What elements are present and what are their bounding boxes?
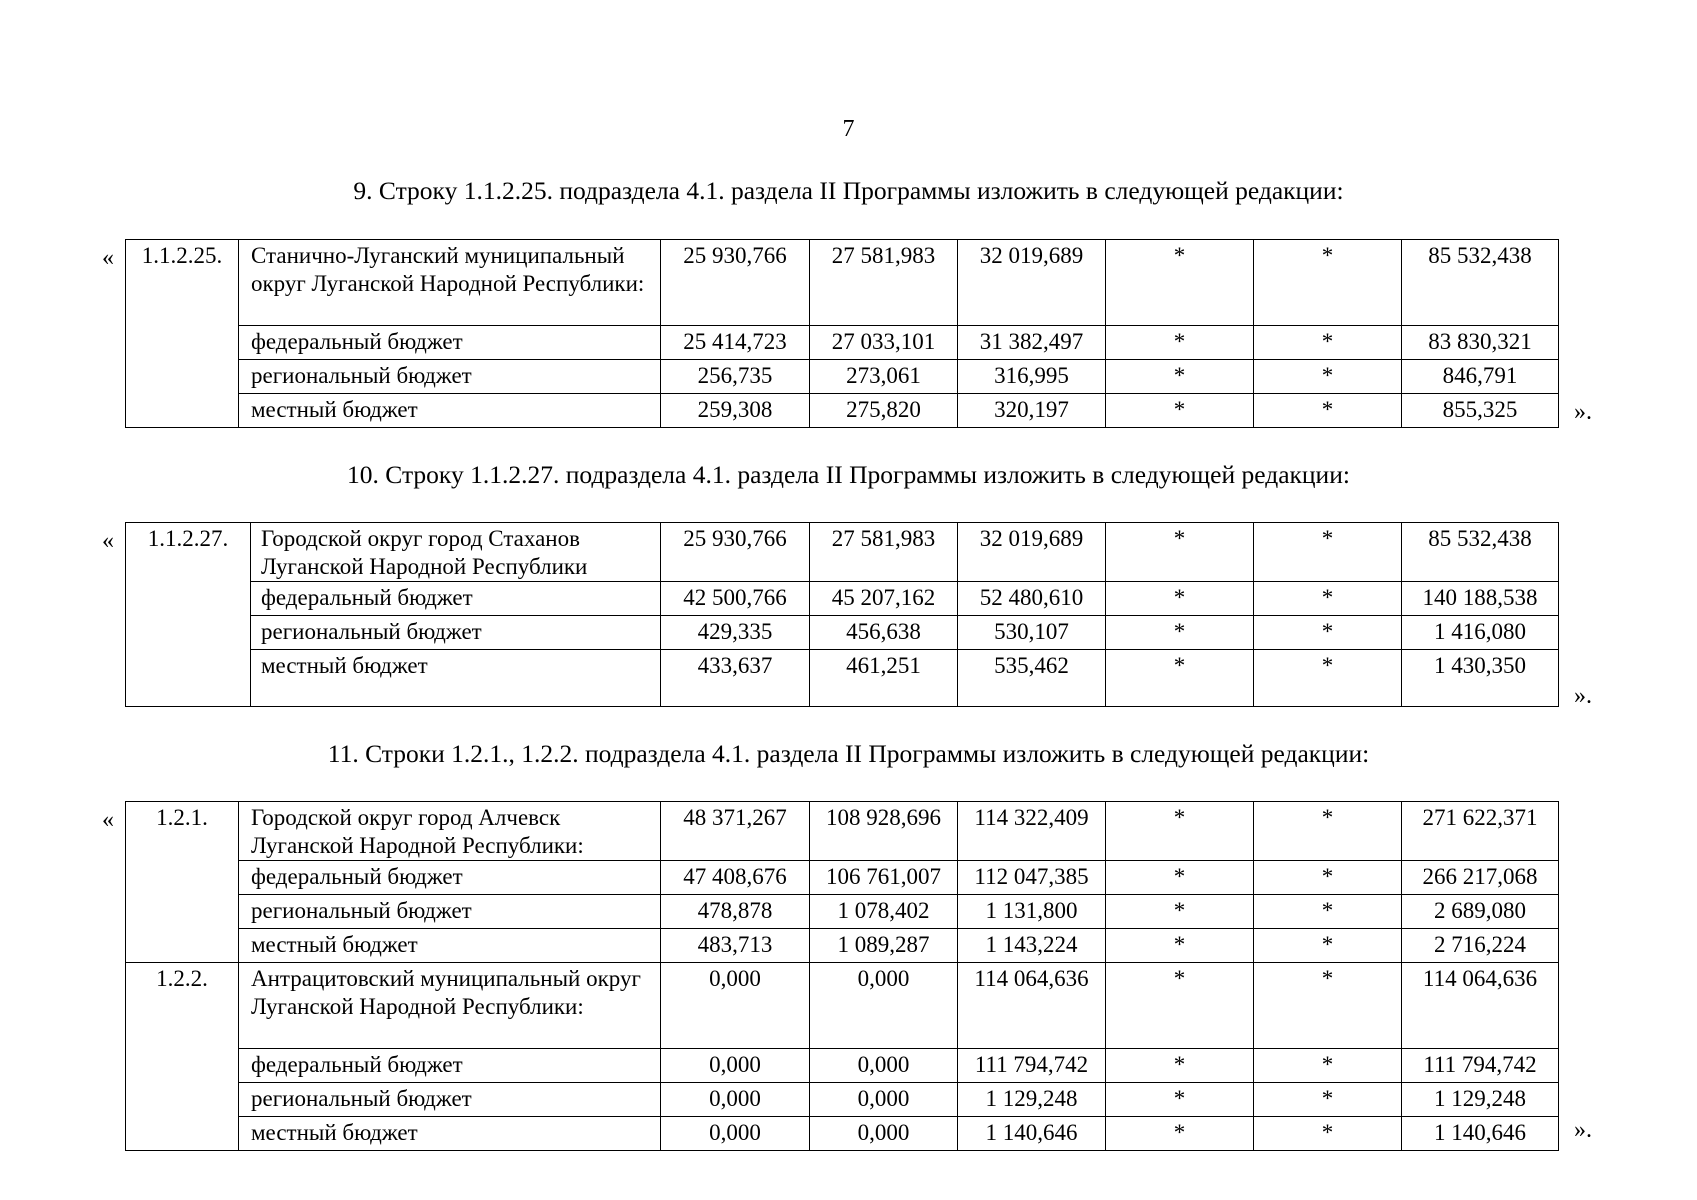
row-name: региональный бюджет: [239, 1083, 661, 1117]
row-name: региональный бюджет: [251, 616, 661, 650]
cell-value: 1 078,402: [810, 895, 958, 929]
table-row: [126, 929, 1559, 963]
cell-value: 429,335: [661, 616, 810, 650]
cell-total: 1 129,248: [1402, 1083, 1559, 1117]
cell-total: 140 188,538: [1402, 582, 1559, 616]
table-row: [126, 1083, 1559, 1117]
cell-total: 85 532,438: [1402, 523, 1559, 582]
cell-total: 1 140,646: [1402, 1117, 1559, 1151]
cell-total: 266 217,068: [1402, 861, 1559, 895]
cell-value: *: [1106, 523, 1254, 582]
table-row: [126, 802, 1559, 861]
row-code: 1.2.2.: [126, 963, 239, 1151]
cell-value: *: [1254, 582, 1402, 616]
cell-value: *: [1254, 326, 1402, 360]
cell-total: 1 416,080: [1402, 616, 1559, 650]
cell-value: *: [1106, 802, 1254, 861]
open-quote: «: [102, 528, 114, 554]
cell-value: 256,735: [661, 360, 810, 394]
table-row: [126, 326, 1559, 360]
cell-value: 0,000: [661, 1049, 810, 1083]
amendment-table-1-1-2-25: [125, 239, 1559, 428]
row-name: Городской округ город Стаханов Луганской Народной Республики: [251, 523, 661, 582]
cell-value: *: [1254, 616, 1402, 650]
cell-value: 1 143,224: [958, 929, 1106, 963]
close-quote: ».: [1574, 399, 1592, 425]
table-row: [126, 1049, 1559, 1083]
table-row: [126, 650, 1559, 707]
cell-value: 27 581,983: [810, 523, 958, 582]
table-row: [126, 394, 1559, 428]
row-code: 1.2.1.: [126, 802, 239, 963]
cell-value: 0,000: [661, 963, 810, 1049]
instruction-9: 9. Строку 1.1.2.25. подраздела 4.1. раздела II Программы изложить в следующей редакции:: [353, 176, 1344, 205]
cell-value: 42 500,766: [661, 582, 810, 616]
cell-value: *: [1254, 963, 1402, 1049]
cell-value: *: [1106, 1117, 1254, 1151]
cell-value: 275,820: [810, 394, 958, 428]
cell-value: 1 131,800: [958, 895, 1106, 929]
cell-value: 25 930,766: [661, 240, 810, 326]
cell-value: 530,107: [958, 616, 1106, 650]
cell-value: 320,197: [958, 394, 1106, 428]
cell-value: *: [1254, 650, 1402, 707]
cell-value: 456,638: [810, 616, 958, 650]
cell-total: 2 716,224: [1402, 929, 1559, 963]
cell-value: 25 414,723: [661, 326, 810, 360]
row-name: Станично-Луганский муниципальный округ Луганской Народной Республики:: [239, 240, 661, 326]
cell-total: 846,791: [1402, 360, 1559, 394]
row-name: местный бюджет: [251, 650, 661, 707]
cell-value: *: [1254, 240, 1402, 326]
cell-total: 2 689,080: [1402, 895, 1559, 929]
cell-value: 45 207,162: [810, 582, 958, 616]
cell-value: *: [1254, 1049, 1402, 1083]
open-quote: «: [102, 807, 114, 833]
cell-value: *: [1106, 394, 1254, 428]
cell-value: 32 019,689: [958, 240, 1106, 326]
cell-value: *: [1106, 861, 1254, 895]
cell-value: *: [1254, 523, 1402, 582]
cell-value: *: [1106, 326, 1254, 360]
table-row: [126, 1117, 1559, 1151]
cell-total: 855,325: [1402, 394, 1559, 428]
table-row: [126, 240, 1559, 326]
cell-value: 31 382,497: [958, 326, 1106, 360]
cell-value: 27 033,101: [810, 326, 958, 360]
table-row: [126, 963, 1559, 1049]
cell-value: 47 408,676: [661, 861, 810, 895]
table-row: [126, 861, 1559, 895]
cell-value: *: [1106, 616, 1254, 650]
row-code: 1.1.2.27.: [126, 523, 251, 707]
cell-total: 1 430,350: [1402, 650, 1559, 707]
row-name: федеральный бюджет: [239, 861, 661, 895]
cell-value: 259,308: [661, 394, 810, 428]
row-name: местный бюджет: [239, 1117, 661, 1151]
cell-value: 535,462: [958, 650, 1106, 707]
row-name: федеральный бюджет: [251, 582, 661, 616]
cell-total: 111 794,742: [1402, 1049, 1559, 1083]
cell-value: *: [1106, 582, 1254, 616]
cell-value: *: [1254, 1083, 1402, 1117]
cell-value: 27 581,983: [810, 240, 958, 326]
cell-value: 316,995: [958, 360, 1106, 394]
cell-value: 483,713: [661, 929, 810, 963]
table-row: [126, 360, 1559, 394]
cell-value: 25 930,766: [661, 523, 810, 582]
cell-total: 114 064,636: [1402, 963, 1559, 1049]
instruction-10: 10. Строку 1.1.2.27. подраздела 4.1. раздела II Программы изложить в следующей редакции:: [347, 460, 1350, 489]
cell-value: *: [1254, 360, 1402, 394]
row-name: Антрацитовский муниципальный округ Луганской Народной Республики:: [239, 963, 661, 1049]
cell-value: 114 064,636: [958, 963, 1106, 1049]
cell-value: *: [1106, 360, 1254, 394]
cell-value: 0,000: [810, 963, 958, 1049]
cell-value: *: [1106, 1049, 1254, 1083]
cell-value: 111 794,742: [958, 1049, 1106, 1083]
cell-value: 52 480,610: [958, 582, 1106, 616]
cell-value: 112 047,385: [958, 861, 1106, 895]
close-quote: ».: [1574, 683, 1592, 709]
cell-value: 0,000: [661, 1117, 810, 1151]
cell-value: 106 761,007: [810, 861, 958, 895]
row-name: региональный бюджет: [239, 360, 661, 394]
row-name: местный бюджет: [239, 394, 661, 428]
cell-value: *: [1254, 895, 1402, 929]
cell-value: *: [1106, 929, 1254, 963]
amendment-table-1-2: [125, 801, 1559, 1151]
row-code: 1.1.2.25.: [126, 240, 239, 428]
instruction-11: 11. Строки 1.2.1., 1.2.2. подраздела 4.1. раздела II Программы изложить в следующей редакции:: [327, 739, 1370, 768]
cell-value: 48 371,267: [661, 802, 810, 861]
cell-value: 0,000: [810, 1049, 958, 1083]
row-name: региональный бюджет: [239, 895, 661, 929]
cell-value: 0,000: [810, 1083, 958, 1117]
cell-value: 478,878: [661, 895, 810, 929]
cell-value: *: [1106, 963, 1254, 1049]
cell-total: 85 532,438: [1402, 240, 1559, 326]
table-row: [126, 582, 1559, 616]
cell-value: *: [1254, 861, 1402, 895]
close-quote: ».: [1574, 1117, 1592, 1143]
row-name: местный бюджет: [239, 929, 661, 963]
page-number: 7: [842, 116, 855, 142]
cell-value: 1 089,287: [810, 929, 958, 963]
cell-value: 1 129,248: [958, 1083, 1106, 1117]
cell-value: 433,637: [661, 650, 810, 707]
table-row: [126, 523, 1559, 582]
cell-value: *: [1106, 895, 1254, 929]
cell-value: 0,000: [810, 1117, 958, 1151]
row-name: Городской округ город Алчевск Луганской Народной Республики:: [239, 802, 661, 861]
cell-value: *: [1254, 1117, 1402, 1151]
cell-value: *: [1254, 929, 1402, 963]
cell-total: 271 622,371: [1402, 802, 1559, 861]
amendment-table-1-1-2-27: [125, 522, 1559, 707]
cell-value: 273,061: [810, 360, 958, 394]
table-row: [126, 616, 1559, 650]
cell-value: 114 322,409: [958, 802, 1106, 861]
table-row: [126, 895, 1559, 929]
open-quote: «: [102, 245, 114, 271]
cell-value: 461,251: [810, 650, 958, 707]
row-name: федеральный бюджет: [239, 326, 661, 360]
cell-value: 32 019,689: [958, 523, 1106, 582]
cell-value: *: [1254, 394, 1402, 428]
cell-value: *: [1106, 650, 1254, 707]
cell-value: *: [1106, 1083, 1254, 1117]
cell-value: 0,000: [661, 1083, 810, 1117]
cell-value: 108 928,696: [810, 802, 958, 861]
cell-total: 83 830,321: [1402, 326, 1559, 360]
cell-value: *: [1106, 240, 1254, 326]
cell-value: *: [1254, 802, 1402, 861]
cell-value: 1 140,646: [958, 1117, 1106, 1151]
row-name: федеральный бюджет: [239, 1049, 661, 1083]
